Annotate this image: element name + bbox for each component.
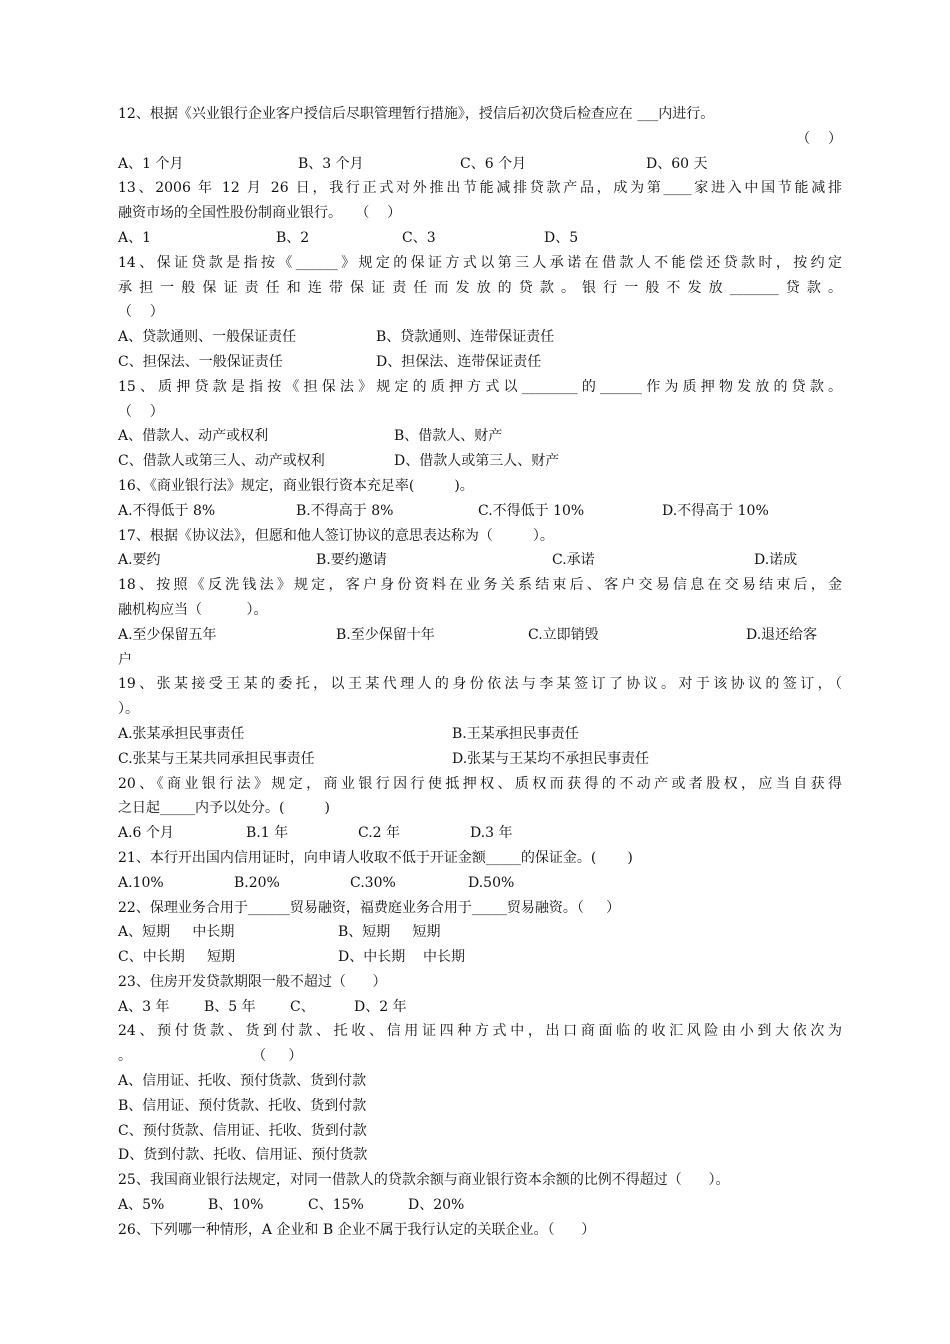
option-b: B.不得高于 8% (296, 502, 394, 519)
question-19-options-row1 (118, 722, 842, 747)
option-a: A、短期 中长期 (118, 924, 235, 941)
question-16-stem: 16、《商业银行法》规定，商业银行资本充足率( )。 (118, 477, 474, 494)
question-16-options (118, 499, 842, 524)
option-a: A.至少保留五年 (118, 626, 217, 643)
option-a: A、1 (118, 229, 152, 246)
question-14-options-row2 (118, 350, 842, 375)
question-15-stem-line2: （ ） (118, 403, 164, 420)
question-15-stem-line1: 15、质押贷款是指按《担保法》规定的质押方式以________的______作为质押物发放的贷款。 (118, 378, 842, 395)
option-b: B、贷款通则、连带保证责任 (376, 329, 555, 346)
option-a: A、5% (118, 1197, 165, 1214)
question-20-stem-line1: 20、《商业银行法》规定，商业银行因行使抵押权、质权而获得的不动产或者股权，应当自获得 (118, 775, 842, 792)
option-c: C、借款人或第三人、动产或权利 (118, 453, 325, 470)
question-18-stem-line1: 18、按照《反洗钱法》规定，客户身份资料在业务关系结束后、客户交易信息在交易结束后，金 (118, 577, 842, 594)
option-b: B.20% (234, 874, 280, 891)
option-a: A.要约 (118, 552, 161, 569)
question-21-options (118, 871, 842, 896)
question-14-options-row1 (118, 325, 842, 350)
option-d: D、20% (408, 1197, 465, 1214)
option-d: D、2 年 (354, 998, 407, 1015)
question-14-stem-line2: 承担一般保证责任和连带保证责任而发放的贷款。银行一般不发放_______贷款。 (118, 279, 842, 296)
question-18-stem-line2: 融机构应当（ ）。 (118, 601, 268, 618)
option-d: D.诺成 (754, 552, 798, 569)
option-c: C、6 个月 (460, 155, 527, 172)
option-c: C.30% (350, 874, 396, 891)
option-b: B.1 年 (246, 825, 289, 842)
question-document (118, 102, 842, 1243)
option-d: D.3 年 (470, 825, 513, 842)
option-a: A.不得低于 8% (118, 502, 216, 519)
question-15-options-row2 (118, 449, 842, 474)
question-12-bracket: （ ） (796, 130, 842, 147)
option-d: D.50% (468, 874, 515, 891)
option-c: C、中长期 短期 (118, 949, 235, 966)
option-d: D、5 (544, 229, 579, 246)
option-b: B.要约邀请 (316, 552, 387, 569)
question-17-options (118, 548, 842, 573)
option-d: D、中长期 中长期 (338, 949, 466, 966)
option-a: A、借款人、动产或权利 (118, 428, 269, 445)
option-a: A.张某承担民事责任 (118, 725, 245, 742)
question-19-options-row2 (118, 747, 842, 772)
option-c: C、15% (308, 1197, 364, 1214)
option-d: D.退还给客 (746, 626, 818, 643)
option-b: B.王某承担民事责任 (452, 725, 579, 742)
question-24-option-c: C、预付货款、信用证、托收、货到付款 (118, 1122, 367, 1139)
option-c: C.张某与王某共同承担民事责任 (118, 750, 315, 767)
option-a: A.10% (118, 874, 164, 891)
question-13-stem-line1: 13、2006 年 12 月 26 日，我行正式对外推出节能减排贷款产品，成为第____家进入中国节能减排 (118, 180, 842, 197)
question-23-stem: 23、住房开发贷款期限一般不超过（ ） (118, 973, 387, 990)
question-21-stem: 21、本行开出国内信用证时，向申请人收取不低于开证金额_____的保证金。( ) (118, 849, 633, 866)
question-13-options (118, 226, 842, 251)
option-a: A.6 个月 (118, 825, 174, 842)
option-c: C.2 年 (358, 825, 401, 842)
question-25-options (118, 1193, 842, 1218)
option-a: A、贷款通则、一般保证责任 (118, 329, 297, 346)
question-18-options-wrap: 户 (118, 651, 132, 668)
option-d: D.张某与王某均不承担民事责任 (452, 750, 650, 767)
question-13-stem-line2: 融资市场的全国性股份制商业银行。 （ ） (118, 205, 402, 222)
option-c: C.不得低于 10% (478, 502, 585, 519)
question-15-options-row1 (118, 424, 842, 449)
question-24-option-d: D、货到付款、托收、信用证、预付货款 (118, 1147, 368, 1164)
option-b: B、借款人、财产 (394, 428, 503, 445)
question-14-stem-line3: （ ） (118, 304, 164, 321)
option-c: C.立即销毁 (528, 626, 599, 643)
option-c: C、 (290, 998, 315, 1015)
option-d: D、60 天 (646, 155, 708, 172)
question-26-stem: 26、下列哪一种情形，A 企业和 B 企业不属于我行认定的关联企业。（ ） (118, 1221, 596, 1238)
option-c: C、担保法、一般保证责任 (118, 353, 283, 370)
question-24-stem-line2: 。 （ ） (118, 1048, 303, 1065)
question-25-stem: 25、我国商业银行法规定，对同一借款人的贷款余额与商业银行资本余额的比例不得超过（ ）。 (118, 1172, 730, 1189)
question-20-options (118, 821, 842, 846)
question-22-options-row1 (118, 920, 842, 945)
option-c: C.承诺 (552, 552, 595, 569)
option-b: B、2 (276, 229, 310, 246)
question-18-options (118, 623, 842, 648)
question-24-stem-line1: 24、预付货款、货到付款、托收、信用证四种方式中，出口商面临的收汇风险由小到大依次为 (118, 1023, 842, 1040)
option-a: A、3 年 (118, 998, 170, 1015)
option-c: C、3 (402, 229, 436, 246)
question-19-stem-line2: ）。 (118, 701, 139, 718)
option-b: B、短期 短期 (338, 924, 441, 941)
question-22-options-row2 (118, 945, 842, 970)
question-12-options (118, 152, 842, 177)
question-22-stem: 22、保理业务合用于______贸易融资，福费庭业务合用于_____贸易融资。（ ） (118, 899, 621, 916)
question-23-options (118, 995, 842, 1020)
question-17-stem: 17、根据《协议法》，但愿和他人签订协议的意思表达称为（ ）。 (118, 527, 554, 544)
option-b: B、10% (208, 1197, 264, 1214)
question-24-option-a: A、信用证、托收、预付货款、货到付款 (118, 1073, 367, 1090)
question-14-stem-line1: 14、保证贷款是指按《______》规定的保证方式以第三人承诺在借款人不能偿还贷款时，按约定 (118, 254, 842, 271)
option-a: A、1 个月 (118, 155, 184, 172)
option-b: B、5 年 (204, 998, 256, 1015)
option-b: B、3 个月 (298, 155, 364, 172)
question-20-stem-line2: 之日起_____内予以处分。( ) (118, 800, 330, 817)
question-12-stem: 12、根据《兴业银行企业客户授信后尽职管理暂行措施》，授信后初次贷后检查应在 ___内进行。 (118, 106, 715, 122)
question-19-stem-line1: 19、张某接受王某的委托，以王某代理人的身份依法与李某签订了协议。对于该协议的签订，（ (118, 676, 842, 693)
option-d: D.不得高于 10% (662, 502, 769, 519)
option-d: D、借款人或第三人、财产 (394, 453, 560, 470)
option-b: B.至少保留十年 (336, 626, 435, 643)
question-24-option-b: B、信用证、预付货款、托收、货到付款 (118, 1097, 367, 1114)
option-d: D、担保法、连带保证责任 (376, 353, 542, 370)
